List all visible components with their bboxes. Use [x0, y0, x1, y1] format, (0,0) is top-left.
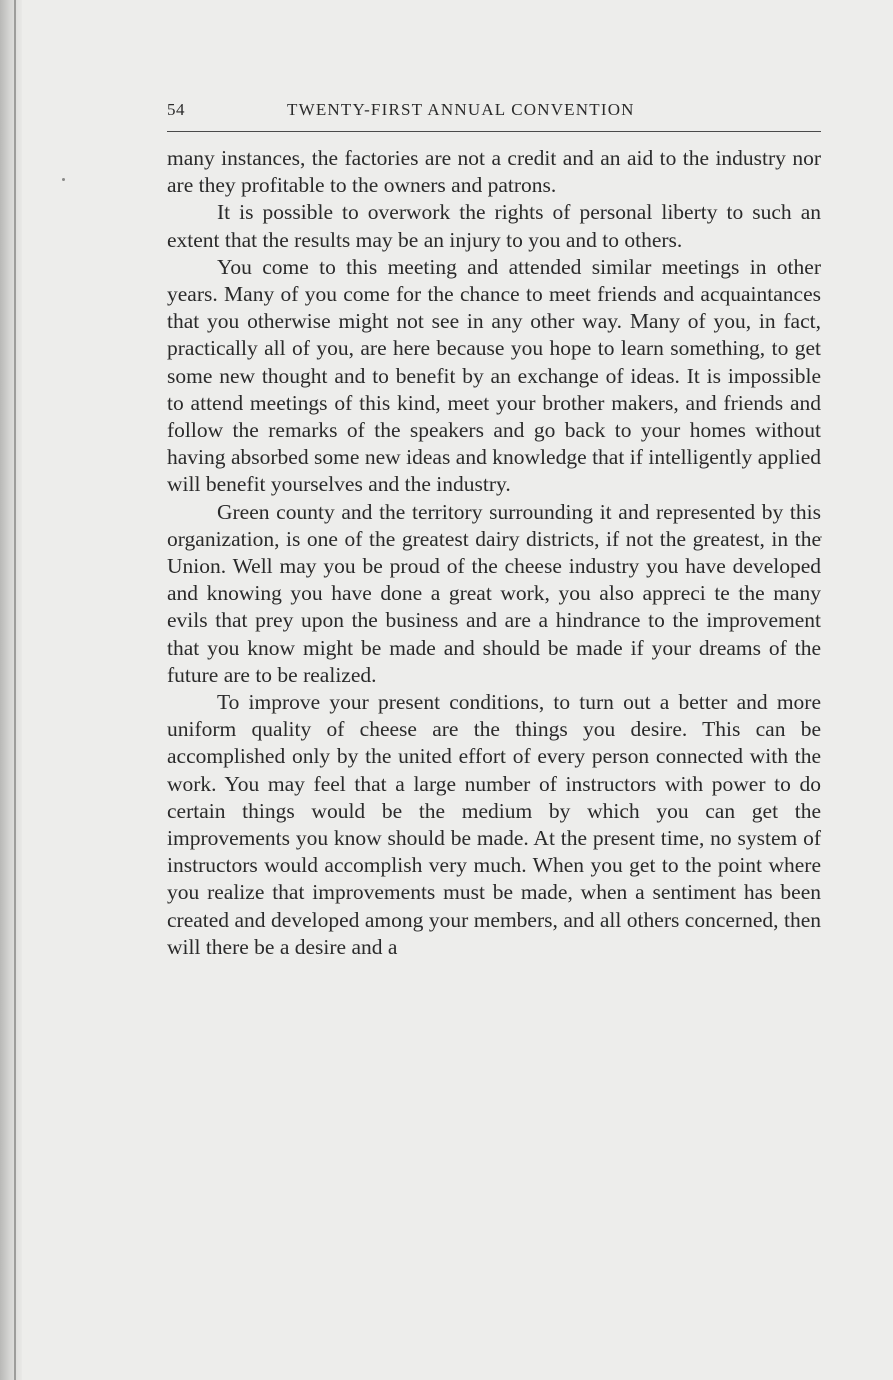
paragraph-continued: many instances, the factories are not a credit and an aid to the industry nor are they profitable to the owners and patrons. — [167, 146, 821, 198]
header-rule — [167, 131, 821, 132]
paragraph-green-county: Green county and the territory surrounding it and represented by this organization, is one of the greatest dairy districts, if not the greatest, in the Union. Well may you be proud of the cheese industry you have developed and knowing you have done a great work, you also appreci te the many evils that prey upon the business and are a hindrance to the improvement that you know might be made and should be made if your dreams of the future are to be realized. — [167, 499, 821, 687]
paragraph-personal-liberty: It is possible to overwork the rights of personal liberty to such an extent that the results may be an injury to you and to others. — [167, 200, 821, 252]
page-binding-shadow — [0, 0, 22, 1380]
paragraph-meeting: You come to this meeting and attended similar meetings in other years. Many of you come for the chance to meet friends and acquaintances that you otherwise might not see in any other way. Many of you, in fact, practically all of you, are here because you hope to learn something, to get some new thought and to benefit by an exchange of ideas. It is impossible to attend meetings of this kind, meet your brother makers, and friends and follow the remarks of the speakers and go back to your homes without having absorbed some new ideas and knowledge that if intelligently applied will benefit yourselves and the industry. — [167, 254, 821, 497]
page-binding-line — [14, 0, 16, 1380]
page-number: 54 — [167, 100, 185, 119]
page-header — [167, 100, 821, 130]
paragraph-improve-conditions: To improve your present conditions, to turn out a better and more uniform quality of cheese are the things you desire. This can be accomplished only by the united effort of every person connected with the work. You may feel that a large number of instructors with power to do certain things would be the medium by which you can get the improvements you know should be made. At the present time, no system of instructors would accomplish very much. When you get to the point where you realize that improvements must be made, when a sentiment has been created and developed among your members, and all others concerned, then will there be a desire and a — [167, 690, 821, 959]
body-text — [167, 145, 821, 961]
running-title: TWENTY-FIRST ANNUAL CONVENTION — [287, 100, 635, 119]
paper-speck — [62, 178, 65, 181]
